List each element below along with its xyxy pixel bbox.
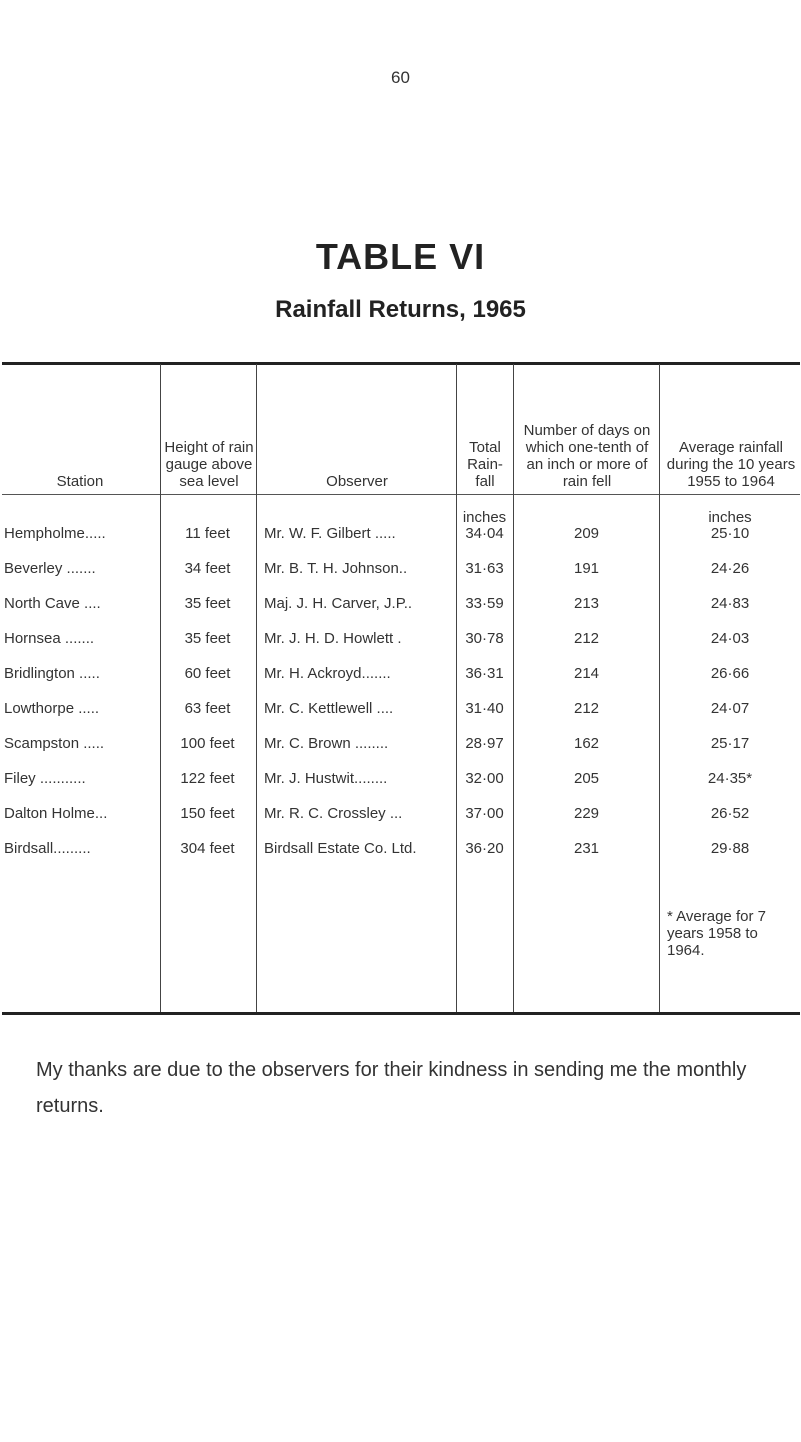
table-header-rule: [2, 494, 800, 495]
station-cell: Filey ...........: [4, 770, 86, 787]
header-average-rainfall: Average rainfall during the 10 years 1955 to 1964: [666, 439, 796, 490]
average-rainfall-cell: 26·66: [710, 665, 750, 682]
height-cell: 63 feet: [184, 700, 231, 717]
rain-days-cell: 209: [573, 525, 600, 542]
rain-days-cell: 229: [573, 805, 600, 822]
rain-days-cell: 231: [573, 840, 600, 857]
observer-cell: Mr. J. H. D. Howlett .: [264, 630, 402, 647]
rain-days-cell: 162: [573, 735, 600, 752]
header-height: Height of rain gauge above sea level: [164, 439, 254, 490]
header-rain-days: Number of days on which one-tenth of an inch or more of rain fell: [523, 422, 651, 490]
height-cell: 35 feet: [184, 595, 231, 612]
observer-cell: Mr. R. C. Crossley ...: [264, 805, 403, 822]
rain-days-cell: 212: [573, 700, 600, 717]
total-rainfall-cell: 36·31: [465, 665, 504, 682]
total-rainfall-cell: 32·00: [465, 770, 504, 787]
units-average: inches: [708, 509, 752, 526]
footer-text: My thanks are due to the observers for their kindness in sending me the monthly returns.: [36, 1059, 747, 1117]
column-divider: [513, 364, 514, 1012]
height-cell: 11 feet: [185, 525, 230, 542]
column-divider: [256, 364, 257, 1012]
station-cell: Birdsall.........: [4, 840, 91, 857]
observer-cell: Mr. H. Ackroyd.......: [264, 665, 391, 682]
height-cell: 304 feet: [180, 840, 235, 857]
height-cell: 100 feet: [180, 735, 235, 752]
units-total: inches: [462, 509, 507, 526]
observer-cell: Maj. J. H. Carver, J.P..: [264, 595, 413, 612]
column-divider: [659, 364, 660, 1012]
observer-cell: Mr. C. Brown ........: [264, 735, 389, 752]
average-rainfall-cell: 24·35*: [707, 770, 753, 787]
column-divider: [456, 364, 457, 1012]
header-station: Station: [56, 473, 104, 490]
page-number: 60: [391, 68, 410, 87]
average-rainfall-cell: 29·88: [710, 840, 750, 857]
total-rainfall-cell: 36·20: [465, 840, 504, 857]
rain-days-cell: 205: [573, 770, 600, 787]
observer-cell: Mr. B. T. H. Johnson..: [264, 560, 408, 577]
page-subtitle: Rainfall Returns, 1965: [275, 296, 526, 323]
rain-days-cell: 214: [573, 665, 600, 682]
rain-days-cell: 212: [573, 630, 600, 647]
station-cell: Hornsea .......: [4, 630, 95, 647]
observer-cell: Mr. J. Hustwit........: [264, 770, 388, 787]
header-observer: Observer: [326, 473, 388, 490]
observer-cell: Mr. C. Kettlewell ....: [264, 700, 394, 717]
average-rainfall-cell: 24·26: [710, 560, 750, 577]
page-title: TABLE VI: [315, 236, 486, 277]
column-divider: [160, 364, 161, 1012]
height-cell: 150 feet: [180, 805, 235, 822]
station-cell: Beverley .......: [4, 560, 96, 577]
observer-cell: Mr. W. F. Gilbert .....: [264, 525, 396, 542]
station-cell: Dalton Holme...: [4, 805, 108, 822]
total-rainfall-cell: 30·78: [465, 630, 504, 647]
average-rainfall-cell: 24·83: [710, 595, 750, 612]
total-rainfall-cell: 33·59: [465, 595, 504, 612]
average-rainfall-cell: 25·10: [710, 525, 750, 542]
table-top-rule: [2, 362, 800, 365]
footnote: * Average for 7 years 1958 to 1964.: [667, 908, 766, 959]
station-cell: Lowthorpe .....: [4, 700, 100, 717]
height-cell: 60 feet: [184, 665, 231, 682]
rain-days-cell: 191: [573, 560, 600, 577]
height-cell: 35 feet: [184, 630, 231, 647]
total-rainfall-cell: 34·04: [465, 525, 504, 542]
total-rainfall-cell: 37·00: [465, 805, 504, 822]
total-rainfall-cell: 28·97: [465, 735, 504, 752]
table-bottom-rule: [2, 1012, 800, 1015]
total-rainfall-cell: 31·63: [465, 560, 504, 577]
height-cell: 34 feet: [184, 560, 231, 577]
station-cell: Hempholme.....: [4, 525, 106, 542]
station-cell: Bridlington .....: [4, 665, 100, 682]
total-rainfall-cell: 31·40: [465, 700, 504, 717]
average-rainfall-cell: 24·03: [710, 630, 750, 647]
average-rainfall-cell: 24·07: [710, 700, 750, 717]
rain-days-cell: 213: [573, 595, 600, 612]
observer-cell: Birdsall Estate Co. Ltd.: [264, 840, 417, 857]
station-cell: North Cave ....: [4, 595, 101, 612]
average-rainfall-cell: 26·52: [710, 805, 750, 822]
average-rainfall-cell: 25·17: [710, 735, 750, 752]
height-cell: 122 feet: [180, 770, 235, 787]
station-cell: Scampston .....: [4, 735, 105, 752]
header-total-rainfall: Total Rain-fall: [467, 439, 503, 490]
